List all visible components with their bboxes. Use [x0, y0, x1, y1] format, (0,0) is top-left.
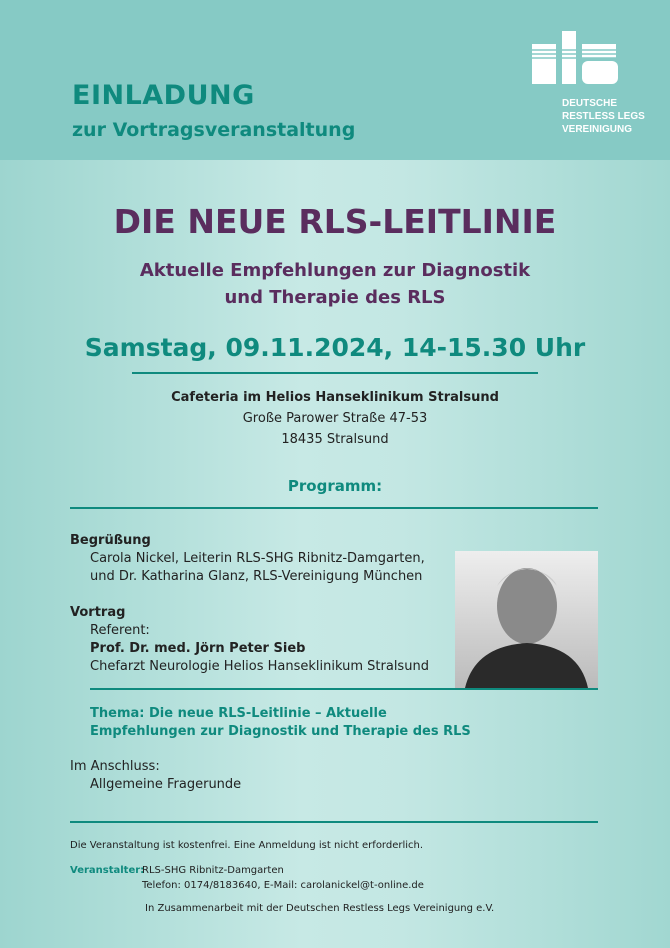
cooperation-note: In Zusammenarbeit mit der Deutschen Restless Legs Vereinigung e.V.	[145, 903, 495, 914]
logo-text	[562, 97, 645, 136]
invitation-title: EINLADUNG	[72, 80, 255, 111]
logo-line: RESTLESS LEGS	[562, 111, 645, 122]
theme-line: Thema: Die neue RLS-Leitlinie – Aktuelle	[90, 706, 387, 721]
subtitle-line: und Therapie des RLS	[224, 287, 446, 308]
organizer-name: RLS-SHG Ribnitz-Damgarten	[142, 865, 284, 876]
event-date: Samstag, 09.11.2024, 14-15.30 Uhr	[84, 333, 586, 362]
subtitle-line: Aktuelle Empfehlungen zur Diagnostik	[139, 260, 531, 281]
venue: Cafeteria im Helios Hanseklinikum Stralsund	[171, 390, 499, 405]
theme-line: Empfehlungen zur Diagnostik und Therapie des RLS	[90, 724, 471, 739]
city: 18435 Stralsund	[281, 432, 389, 447]
talk-heading: Vortrag	[70, 605, 126, 620]
after-section	[70, 758, 241, 794]
location	[0, 387, 670, 450]
divider	[70, 821, 598, 823]
program-heading: Programm:	[287, 477, 383, 495]
logo-line: VEREINIGUNG	[562, 124, 633, 135]
logo-line: DEUTSCHE	[562, 98, 618, 109]
rls-logo-icon	[530, 28, 620, 84]
divider	[90, 688, 598, 690]
event-subtitle	[0, 257, 670, 311]
welcome-section	[70, 532, 425, 586]
header-band	[0, 0, 670, 160]
speaker-photo	[455, 551, 598, 688]
welcome-line: und Dr. Katharina Glanz, RLS-Vereinigung München	[90, 569, 423, 584]
talk-theme	[90, 705, 471, 741]
divider	[132, 372, 538, 374]
invitation-subtitle: zur Vortragsveranstaltung	[72, 119, 356, 141]
organizer	[142, 863, 424, 893]
welcome-heading: Begrüßung	[70, 533, 151, 548]
speaker-label: Referent:	[90, 623, 150, 638]
organizer-label: Veranstalter:	[70, 865, 145, 876]
after-heading: Im Anschluss:	[70, 759, 160, 774]
talk-section	[70, 604, 429, 676]
speaker-name: Prof. Dr. med. Jörn Peter Sieb	[90, 641, 306, 656]
street: Große Parower Straße 47-53	[242, 411, 428, 426]
divider	[70, 507, 598, 509]
welcome-line: Carola Nickel, Leiterin RLS-SHG Ribnitz-Damgarten,	[90, 551, 425, 566]
organizer-contact: Telefon: 0174/8183640, E-Mail: carolanickel@t-online.de	[142, 880, 424, 891]
cost-note: Die Veranstaltung ist kostenfrei. Eine Anmeldung ist nicht erforderlich.	[70, 840, 424, 851]
event-title: DIE NEUE RLS-LEITLINIE	[113, 202, 557, 241]
speaker-role: Chefarzt Neurologie Helios Hanseklinikum Stralsund	[90, 659, 429, 674]
after-text: Allgemeine Fragerunde	[90, 777, 242, 792]
